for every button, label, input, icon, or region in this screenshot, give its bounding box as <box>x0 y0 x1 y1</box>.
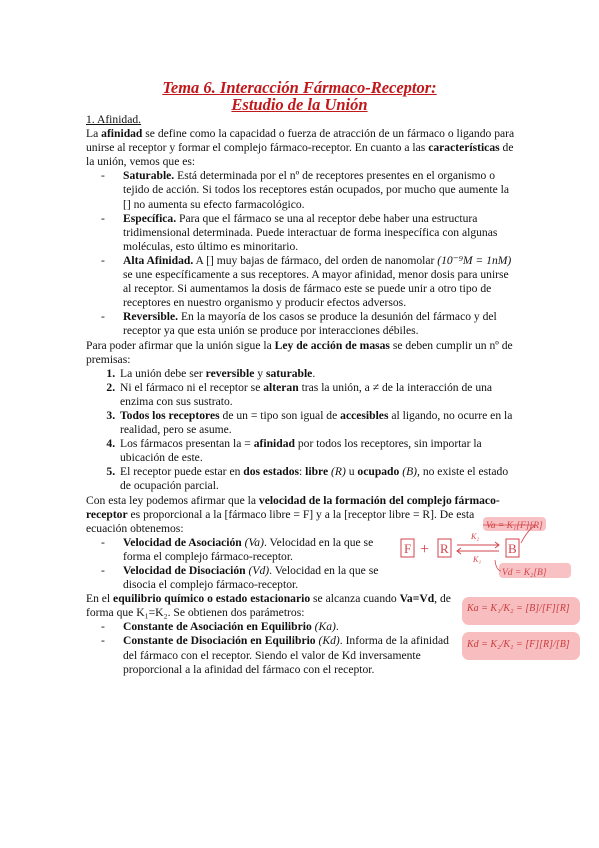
list-item-text: . Velocidad en la que se disocia el complejo fármaco-receptor. <box>123 564 379 592</box>
list-item-term: Velocidad de Disociación <box>123 564 246 577</box>
term-caracteristicas: características <box>428 141 500 155</box>
vd-equation: Vd = K₂[B] <box>502 568 547 578</box>
list-item-text: se une específicamente a sus receptores. A mayor afinidad, menor dosis para unirse al receptor. Si aumentamos la dosis de fármaco este se puede unir a otro tipo de receptores en nuestro organismo y producir efectos adversos. <box>123 268 509 310</box>
premise-item <box>118 381 516 409</box>
list-item-term: Velocidad de Asociación <box>123 535 242 549</box>
va-equation: Va = K₁[F][R] <box>486 521 543 531</box>
section-heading: 1. Afinidad. <box>86 113 142 126</box>
kd-handwritten <box>462 632 580 660</box>
concentration-note: (10⁻⁹M = 1nM) <box>437 253 512 267</box>
text: , no existe el estado de ocupación parcial. <box>120 465 509 493</box>
text: La unión debe ser <box>120 366 206 380</box>
plus-symbol: + <box>420 541 430 558</box>
ka-equation: Ka = K₁/K₂ = [B]/[F][R] <box>467 603 570 614</box>
text: es proporcional a la [fármaco libre = F] y a la [receptor libre = R]. De esta ecuación obtenemos: <box>86 507 475 535</box>
characteristics-list <box>86 169 516 338</box>
list-item <box>123 536 386 564</box>
text: se alcanza cuando <box>310 592 400 606</box>
list-item-text: . Velocidad en la que se forma el complejo fármaco-receptor. <box>123 535 374 563</box>
list-item <box>123 169 516 211</box>
list-item-text: . Informa de la afinidad del fármaco con el receptor. Siendo el valor de Kd inversamente proporcional a la afinidad del fármaco con el receptor. <box>123 634 449 676</box>
text: se deben cumplir un nº de premisas: <box>86 338 513 366</box>
text: tras la unión, a ≠ de la interacción de una enzima con sus sustrato. <box>120 380 493 408</box>
text: En el <box>86 592 114 606</box>
term: libre <box>305 465 329 479</box>
list-item <box>123 634 453 676</box>
term: dos estados <box>243 465 300 479</box>
constants-list <box>86 620 453 676</box>
term-ley-accion-masas: Ley de acción de masas <box>274 338 390 352</box>
equilibrium-paragraph <box>86 592 458 620</box>
list-item <box>123 620 453 634</box>
term: alteran <box>263 380 299 394</box>
k1-label: K₁ <box>473 555 482 564</box>
text: La <box>86 127 102 141</box>
symbol: (Ka) <box>311 620 336 634</box>
term: accesibles <box>340 408 389 422</box>
text: , de forma que K₁=K₂. Se obtienen dos parámetros: <box>86 592 451 620</box>
list-item-term: Constante de Disociación en Equilibrio <box>123 634 316 648</box>
list-item-text: . <box>335 620 339 634</box>
premise-item <box>118 367 516 381</box>
list-item <box>123 212 516 254</box>
term: velocidad de la formación del complejo fármaco-receptor <box>86 493 500 521</box>
velocity-list <box>86 536 386 592</box>
k2-label: K₂ <box>471 532 480 541</box>
document-body <box>86 113 516 677</box>
list-item-term: Saturable. <box>123 169 175 183</box>
term: reversible <box>205 366 255 380</box>
term: ocupado <box>357 465 400 479</box>
premises-list <box>86 367 516 494</box>
symbol: (Vd) <box>245 564 270 577</box>
symbol: (Kd) <box>315 634 340 648</box>
text: Con esta ley podemos afirmar que la <box>86 493 259 507</box>
text: de la unión, vemos que es: <box>86 141 514 169</box>
text: por todos los receptores, sin importar la ubicación de este. <box>120 437 482 465</box>
text: y <box>254 366 266 380</box>
text: : <box>299 465 306 479</box>
text: Ni el fármaco ni el receptor se <box>120 380 264 394</box>
text: al ligando, no ocurre en la realidad, pero se asume. <box>120 408 513 437</box>
b-symbol: B <box>508 541 517 556</box>
term: equilibrio químico o estado estacionario <box>113 592 311 606</box>
list-item-term: Reversible. <box>123 310 179 324</box>
page-title: Tema 6. Interacción Fármaco-Receptor: <box>162 78 437 97</box>
term: saturable <box>265 366 313 380</box>
term: Todos los receptores <box>120 408 220 422</box>
term: Va=Vd <box>399 592 435 606</box>
symbol: (B) <box>399 465 418 479</box>
list-item-text: Para que el fármaco se una al receptor debe haber una estructura tridimensional determinada. Puede interactuar de forma inespecífica con algunas moléculas, esto último es minoritario. <box>123 211 498 253</box>
list-item-text: Está determinada por el nº de receptores presentes en el organismo o tejido de acción. Si todos los receptores están ocupados, por mucho que aumente la [] no aumenta su efecto farmacológico. <box>123 169 510 211</box>
list-item-text: En la mayoría de los casos se produce la desunión del fármaco y del receptor ya que esta unión se produce por interacciones débiles. <box>123 310 497 338</box>
reaction-diagram <box>395 515 580 581</box>
premise-item <box>118 465 516 493</box>
text: El receptor puede estar en <box>120 465 244 479</box>
list-item-term: Específica. <box>123 211 177 225</box>
list-item-text: A [] muy bajas de fármaco, del orden de nanomolar <box>193 253 438 267</box>
list-item-term: Constante de Asociación en Equilibrio <box>123 620 312 634</box>
text: Para poder afirmar que la unión sigue la <box>86 338 275 352</box>
premise-item <box>118 437 516 465</box>
text: . <box>312 366 316 380</box>
f-symbol: F <box>404 541 412 556</box>
term-afinidad: afinidad <box>101 127 143 141</box>
text: Los fármacos presentan la = <box>120 437 254 451</box>
law-paragraph <box>86 339 516 367</box>
premise-item <box>118 409 516 437</box>
text: de un = tipo son igual de <box>219 408 341 422</box>
ka-handwritten <box>462 597 580 625</box>
list-item <box>123 254 516 310</box>
term: afinidad <box>253 437 295 451</box>
kd-equation: Kd = K₂/K₁ = [F][R]/[B] <box>467 639 570 650</box>
list-item-term: Alta Afinidad. <box>123 253 194 267</box>
text: se define como la capacidad o fuerza de atracción de un fármaco o ligando para unirse al receptor y formar el complejo fármaco-receptor. En cuanto a las <box>86 127 515 155</box>
page-subtitle: Estudio de la Unión <box>231 95 368 114</box>
text: u <box>345 465 358 479</box>
symbol: (Va) <box>241 535 264 549</box>
symbol: (R) <box>328 465 346 479</box>
intro-paragraph <box>86 127 516 169</box>
list-item <box>123 310 516 338</box>
list-item <box>123 564 386 592</box>
r-symbol: R <box>440 541 449 556</box>
